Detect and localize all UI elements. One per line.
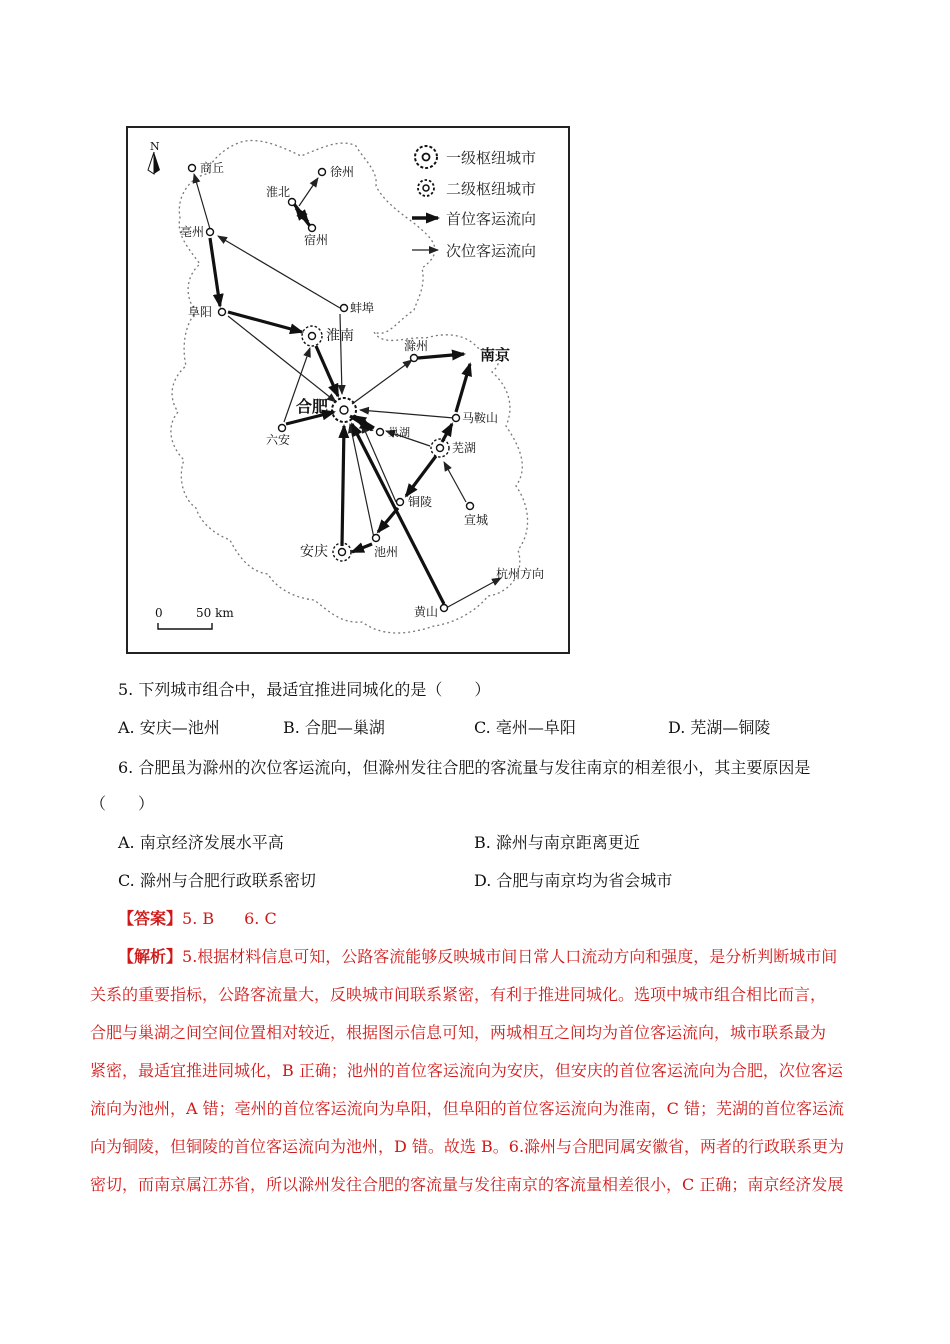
q5-option-d: D. 芜湖—铜陵 [668, 718, 771, 737]
svg-text:一级枢纽城市: 一级枢纽城市 [446, 149, 537, 167]
analysis-line-2: 关系的重要指标，公路客流量大，反映城市间联系紧密，有利于推进同城化。选项中城市组合相比而言， [90, 985, 827, 1004]
label-xuancheng: 宣城 [464, 513, 489, 527]
label-shangqiu: 商丘 [200, 161, 225, 175]
transit-map-figure [126, 126, 570, 654]
analysis-line-6: 向为铜陵，但铜陵的首位客运流向为池州，D 错。故选 B。6.滁州与合肥同属安徽省，两者的行政联系更为 [90, 1137, 845, 1156]
city-node-luan [279, 425, 286, 432]
svg-text:50 km: 50 km [196, 606, 234, 620]
svg-text:0: 0 [155, 606, 163, 620]
analysis-line-4: 紧密，最适宜推进同城化，B 正确；池州的首位客运流向为安庆，但安庆的首位客运流向为合肥，次位客运 [90, 1061, 843, 1080]
q5-option-b: B. 合肥—巢湖 [283, 718, 385, 737]
label-nanjing: 南京 [480, 346, 511, 364]
answer-q6: 6. C [244, 909, 277, 928]
label-huainan: 淮南 [326, 328, 354, 344]
city-node-huangshan [441, 605, 448, 612]
label-fuyang: 阜阳 [188, 305, 213, 319]
label-hefei: 合肥 [296, 397, 329, 416]
label-tongling: 铜陵 [408, 495, 433, 509]
answer-label: 【答案】 [118, 909, 183, 928]
q6-stem-line1: 6. 合肥虽为滁州的次位客运流向，但滁州发往合肥的客流量与发往南京的相差很小，其主要原因是 [118, 758, 811, 777]
city-node-tongling [397, 499, 404, 506]
label-luan: 六安 [266, 433, 291, 447]
city-node-bozhou [207, 229, 214, 236]
label-bozhou: 亳州 [180, 225, 205, 239]
q5-option-a: A. 安庆—池州 [118, 718, 220, 737]
q6-option-b: B. 滁州与南京距离更近 [474, 833, 640, 852]
svg-text:首位客运流向: 首位客运流向 [446, 210, 537, 228]
svg-text:N: N [150, 140, 160, 153]
city-node-huaibei [289, 199, 296, 206]
city-node-fuyang [219, 309, 226, 316]
city-node-chaohu [377, 429, 384, 436]
label-anqing: 安庆 [300, 544, 328, 560]
q6-option-d: D. 合肥与南京均为省会城市 [474, 871, 673, 890]
answer-q5: 5. B [182, 909, 215, 928]
q6-option-c: C. 滁州与合肥行政联系密切 [118, 871, 316, 890]
label-maanshan: 马鞍山 [462, 411, 499, 425]
label-suzhou: 宿州 [304, 233, 329, 247]
analysis-label: 【解析】 [118, 947, 183, 966]
city-node-chizhou [373, 535, 380, 542]
answer-line [118, 907, 277, 931]
label-hangzhou: 杭州方向 [496, 567, 545, 581]
city-node-xuancheng [467, 503, 474, 510]
analysis-line-7: 密切，而南京属江苏省，所以滁州发往合肥的客流量与发往南京的客流量相差很小，C 正确；南京经济发展 [90, 1175, 844, 1194]
q6-option-a: A. 南京经济发展水平高 [118, 833, 284, 852]
q5-stem: 5. 下列城市组合中，最适宜推进同城化的是（ ） [118, 680, 491, 699]
label-huangshan: 黄山 [414, 605, 439, 619]
q5-option-c: C. 亳州—阜阳 [474, 718, 576, 737]
svg-text:次位客运流向: 次位客运流向 [446, 242, 537, 260]
label-bengbu: 蚌埠 [350, 301, 375, 315]
city-node-shangqiu [189, 165, 196, 172]
label-chuzhou: 滁州 [404, 339, 429, 353]
city-node-maanshan [453, 415, 460, 422]
analysis-line-3: 合肥与巢湖之间空间位置相对较近，根据图示信息可知，两城相互之间均为首位客运流向，城市联系最为 [90, 1023, 827, 1042]
flow-anqing-hefei [342, 426, 344, 546]
city-node-bengbu [341, 305, 348, 312]
svg-text:二级枢纽城市: 二级枢纽城市 [446, 180, 537, 198]
label-xuzhou: 徐州 [330, 165, 355, 179]
city-node-chuzhou [411, 355, 418, 362]
analysis-line-1: 【解析】5.根据材料信息可知，公路客流能够反映城市间日常人口流动方向和强度，是分析判断城市间 [118, 947, 838, 966]
label-wuhu: 芜湖 [452, 441, 477, 455]
q6-stem-line2: （ ） [90, 794, 155, 813]
label-chaohu: 巢湖 [388, 426, 410, 439]
label-chizhou: 池州 [374, 545, 399, 559]
city-node-suzhou [309, 225, 316, 232]
label-huaibei: 淮北 [266, 185, 291, 199]
analysis-line-5: 流向为池州，A 错；亳州的首位客运流向为阜阳，但阜阳的首位客运流向为淮南，C 错；芜湖的首位客运流 [90, 1099, 844, 1118]
city-node-xuzhou [319, 169, 326, 176]
